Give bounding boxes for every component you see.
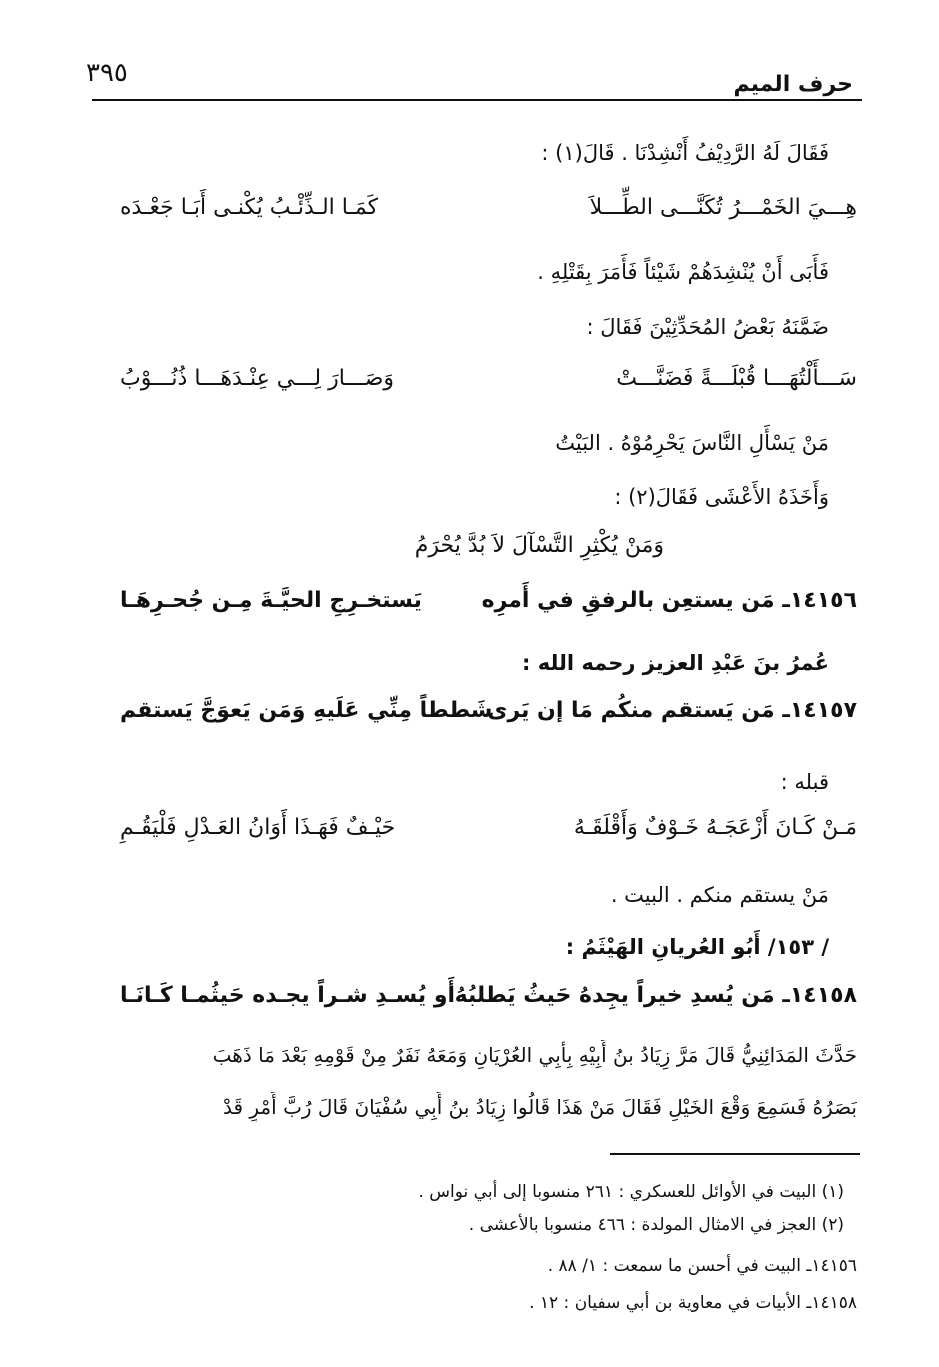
prose-line: بَصَرُهُ فَسَمِعَ وَقْعَ الخَيْلِ فَقَالَ مَنْ هَذَا قَالُوا زِيَادُ بنُ أَبِي سُفْيَانَ قَالَ رُبَّ أَمْرٍ قَدْ bbox=[222, 1095, 857, 1119]
footnote: (٢) العجز في الامثال المولدة : ٤٦٦ منسوبا بالأعشى . bbox=[468, 1215, 844, 1235]
verse-second-hemistich: كَمَـا الـذِّئْـبُ يُكْنـى أَبَـا جَعْـدَه bbox=[120, 195, 379, 220]
text-line: وَأَخَذَهُ الأَعْشَى فَقَالَ(٢) : bbox=[614, 485, 829, 509]
footnote: ١٤١٥٨ـ الأبيات في معاوية بن أبي سفيان : ١٢ . bbox=[529, 1293, 857, 1313]
entry-second-hemistich: شَططاً مِنِّي عَلَيهِ وَمَن يَعوَجَّ يَستقم bbox=[120, 698, 493, 723]
footnote: ١٤١٥٦ـ البيت في أحسن ما سمعت : ١/ ٨٨ . bbox=[547, 1256, 857, 1276]
footnote: (١) البيت في الأوائل للعسكري : ٢٦١ منسوبا إلى أبي نواس . bbox=[418, 1182, 844, 1202]
footnote-divider bbox=[610, 1153, 860, 1155]
text-line: فَأَبَى أَنْ يُنْشِدَهُمْ شَيْئاً فَأَمَرَ بِقَتْلِهِ . bbox=[537, 260, 829, 284]
text-line: مَنْ يَسْأَلِ النَّاسَ يَحْرِمُوْهُ . البَيْتُ bbox=[555, 431, 829, 455]
text-line: مَنْ يستقم منكم . البيت . bbox=[610, 883, 829, 907]
verse-first-hemistich: هِـــيَ الخَمْـــرُ تُكَنَّـــى الطِّـــلاَ bbox=[589, 195, 857, 220]
intro-line: فَقَالَ لَهُ الرَّدِيْفُ أَنْشِدْنَا . قَالَ(١) : bbox=[541, 141, 829, 165]
verse-second-hemistich: وَصَـــارَ لِـــي عِنْـدَهَـــا ذُنُـــوْبُ bbox=[120, 366, 395, 391]
page-number: ٣٩٥ bbox=[86, 58, 128, 88]
verse-first-hemistich: سَـــأَلْتُهَـــا قُبْلَـــةً فَضَنَّـــتْ bbox=[616, 366, 857, 391]
text-line: عُمرُ بنَ عَبْدِ العزيز رحمه الله : bbox=[522, 651, 829, 675]
text-line: قبله : bbox=[780, 770, 829, 794]
text-line: / ١٥٣/ أَبُو العُريانِ الهَيْثَمُ : bbox=[565, 935, 829, 959]
entry-first-hemistich: ١٤١٥٦ـ مَن يستعِن بالرفقِ في أَمرِه bbox=[481, 588, 857, 613]
text-line: ضَمَّنَهُ بَعْضُ المُحَدِّثِيْنَ فَقَالَ : bbox=[586, 315, 829, 339]
chapter-title: حرف الميم bbox=[733, 72, 853, 97]
entry-first-hemistich: ١٤١٥٨ـ مَن يُسدِ خيراً يجِدهُ حَيثُ يَطلبُهُ bbox=[454, 983, 857, 1008]
entry-second-hemistich: أَو يُسـدِ شـراً يجـده حَيثُمـا كَـانَـا bbox=[120, 983, 456, 1008]
entry-second-hemistich: يَستخـرِجِ الحيَّـةَ مِـن جُحـرِهَـا bbox=[120, 588, 422, 613]
prose-paragraph bbox=[82, 1040, 857, 1122]
verse-first-hemistich: مَـنْ كَـانَ أَزْعَجَـهُ خَـوْفٌ وَأَقْلَقَـهُ bbox=[573, 815, 857, 840]
prose-line: حَدَّثَ المَدَائِنِيُّ قَالَ مَرَّ زِيَادُ بنُ أَبِيْهِ بِأَبِي العُرْيَانِ وَمَعَهُ نَفَرٌ مِنْ قَوْمِهِ بَعْدَ مَا ذَهَبَ bbox=[212, 1043, 857, 1067]
verse-second-hemistich: حَيْـفٌ فَهَـذَا أَوَانُ العَـدْلِ فَلْيَقُـمِ bbox=[120, 815, 396, 840]
header-divider bbox=[92, 99, 862, 101]
entry-first-hemistich: ١٤١٥٧ـ مَن يَستقم منكُم مَا إن يَرى bbox=[487, 698, 857, 723]
verse-line: وَمَنْ يُكْثِرِ التَّسْآلَ لاَ بُدَّ يُحْرَمُ bbox=[414, 533, 664, 558]
